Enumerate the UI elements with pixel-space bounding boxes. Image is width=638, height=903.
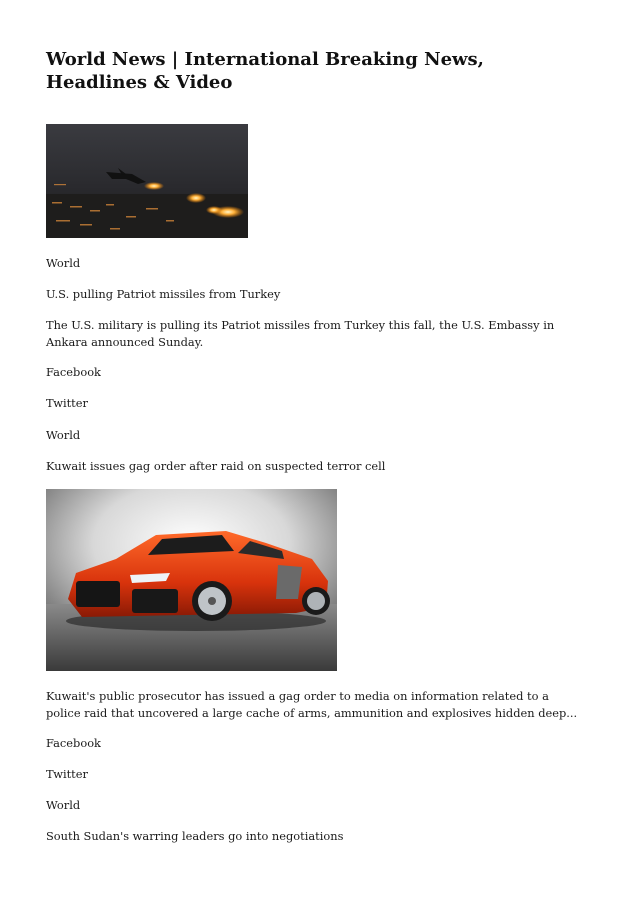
article-1-category[interactable]: World — [46, 256, 81, 270]
article-1-summary: The U.S. military is pulling its Patriot missiles from Turkey this fall, the U.S. Embassy in Ankara announced Sunday. — [46, 318, 555, 349]
article-2-headline[interactable]: Kuwait issues gag order after raid on suspected terror cell — [46, 459, 386, 473]
jet-takeoff-photo — [46, 124, 248, 238]
article-2-summary: Kuwait's public prosecutor has issued a gag order to media on information related to a police raid that uncovered a large cache of arms, ammunition and explosives hidden deep... — [46, 689, 578, 720]
red-sports-car-photo — [46, 489, 337, 671]
article-2-facebook-link[interactable]: Facebook — [46, 736, 101, 750]
article-1-headline[interactable]: U.S. pulling Patriot missiles from Turkey — [46, 287, 281, 301]
article-1-facebook-link[interactable]: Facebook — [46, 365, 101, 379]
page-title: World News | International Breaking News, Headlines & Video — [46, 49, 484, 93]
article-3-category[interactable]: World — [46, 798, 81, 812]
article-2-category[interactable]: World — [46, 428, 81, 442]
article-2-twitter-link[interactable]: Twitter — [46, 767, 88, 781]
article-1-twitter-link[interactable]: Twitter — [46, 396, 88, 410]
article-3-headline[interactable]: South Sudan's warring leaders go into negotiations — [46, 829, 344, 843]
